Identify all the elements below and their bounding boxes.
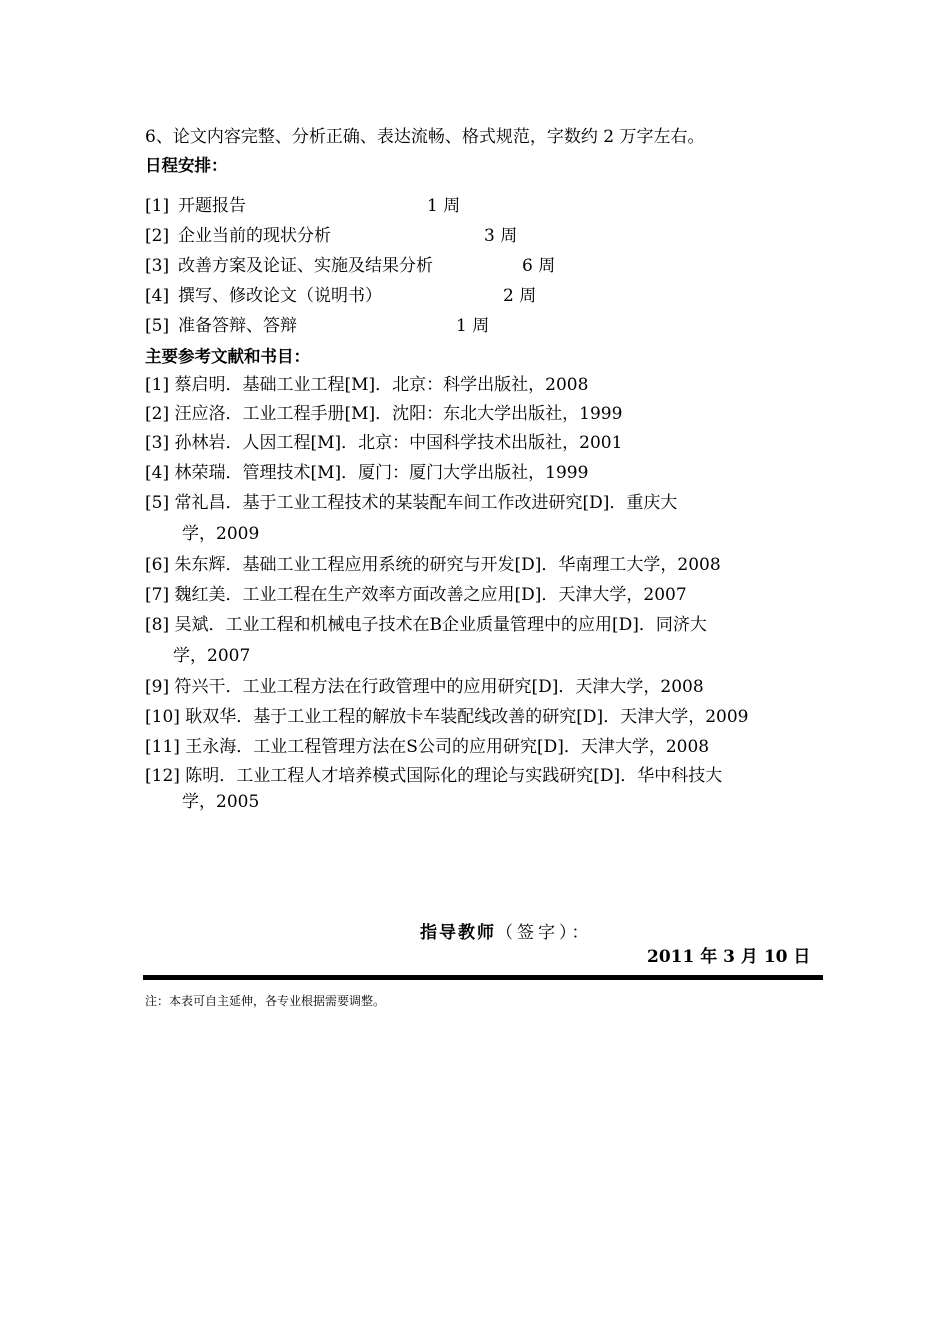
reference-item: [5] 常礼昌．基于工业工程技术的某装配车间工作改进研究[D]．重庆大	[145, 493, 678, 513]
schedule-duration: 1 周	[456, 316, 490, 336]
requirement-6: 6、论文内容完整、分析正确、表达流畅、格式规范，字数约 2 万字左右。	[145, 127, 705, 147]
reference-item: [11] 王永海．工业工程管理方法在S公司的应用研究[D]．天津大学，2008	[145, 737, 710, 757]
schedule-task: 企业当前的现状分析	[178, 226, 331, 246]
reference-item: [4] 林荣瑞．管理技术[M]．厦门：厦门大学出版社，1999	[145, 463, 589, 483]
reference-item: [2] 汪应洛．工业工程手册[M]．沈阳：东北大学出版社，1999	[145, 404, 623, 424]
schedule-num: [1]	[145, 196, 170, 216]
reference-item-continuation: 学，2005	[182, 792, 260, 812]
reference-item: [3] 孙林岩．人因工程[M]．北京：中国科学技术出版社，2001	[145, 433, 623, 453]
schedule-num: [2]	[145, 226, 170, 246]
footer-rule	[143, 975, 823, 980]
reference-item: [12] 陈明．工业工程人才培养模式国际化的理论与实践研究[D]．华中科技大	[145, 766, 723, 786]
schedule-num: [3]	[145, 256, 170, 276]
schedule-num: [5]	[145, 316, 170, 336]
schedule-duration: 1 周	[427, 196, 461, 216]
reference-item: [9] 符兴干．工业工程方法在行政管理中的应用研究[D]．天津大学，2008	[145, 677, 704, 697]
reference-item: [8] 吴斌．工业工程和机械电子技术在B企业质量管理中的应用[D]．同济大	[145, 615, 707, 635]
footer-note: 注：本表可自主延伸，各专业根据需要调整。	[145, 994, 386, 1008]
reference-item-continuation: 学，2009	[182, 524, 260, 544]
schedule-task: 开题报告	[178, 196, 246, 216]
schedule-duration: 3 周	[484, 226, 518, 246]
reference-item-continuation: 学，2007	[173, 646, 251, 666]
schedule-task: 改善方案及论证、实施及结果分析	[178, 256, 433, 276]
reference-item: [6] 朱东辉．基础工业工程应用系统的研究与开发[D]．华南理工大学，2008	[145, 555, 721, 575]
schedule-num: [4]	[145, 286, 170, 306]
schedule-task: 撰写、修改论文（说明书）	[178, 286, 382, 306]
reference-item: [7] 魏红美．工业工程在生产效率方面改善之应用[D]．天津大学，2007	[145, 585, 687, 605]
schedule-task: 准备答辩、答辩	[178, 316, 297, 336]
reference-item: [1] 蔡启明．基础工业工程[M]．北京：科学出版社，2008	[145, 375, 589, 395]
advisor-signature	[420, 922, 593, 944]
schedule-heading: 日程安排：	[145, 156, 228, 175]
advisor-label: 指导教师	[420, 923, 496, 943]
reference-item: [10] 耿双华．基于工业工程的解放卡车装配线改善的研究[D]．天津大学，2009	[145, 707, 749, 727]
schedule-duration: 6 周	[522, 256, 556, 276]
signature-date: 2011 年 3 月 10 日	[647, 947, 811, 967]
signature-paren: （签字）：	[496, 923, 593, 943]
references-heading: 主要参考文献和书目：	[145, 347, 310, 366]
schedule-duration: 2 周	[503, 286, 537, 306]
